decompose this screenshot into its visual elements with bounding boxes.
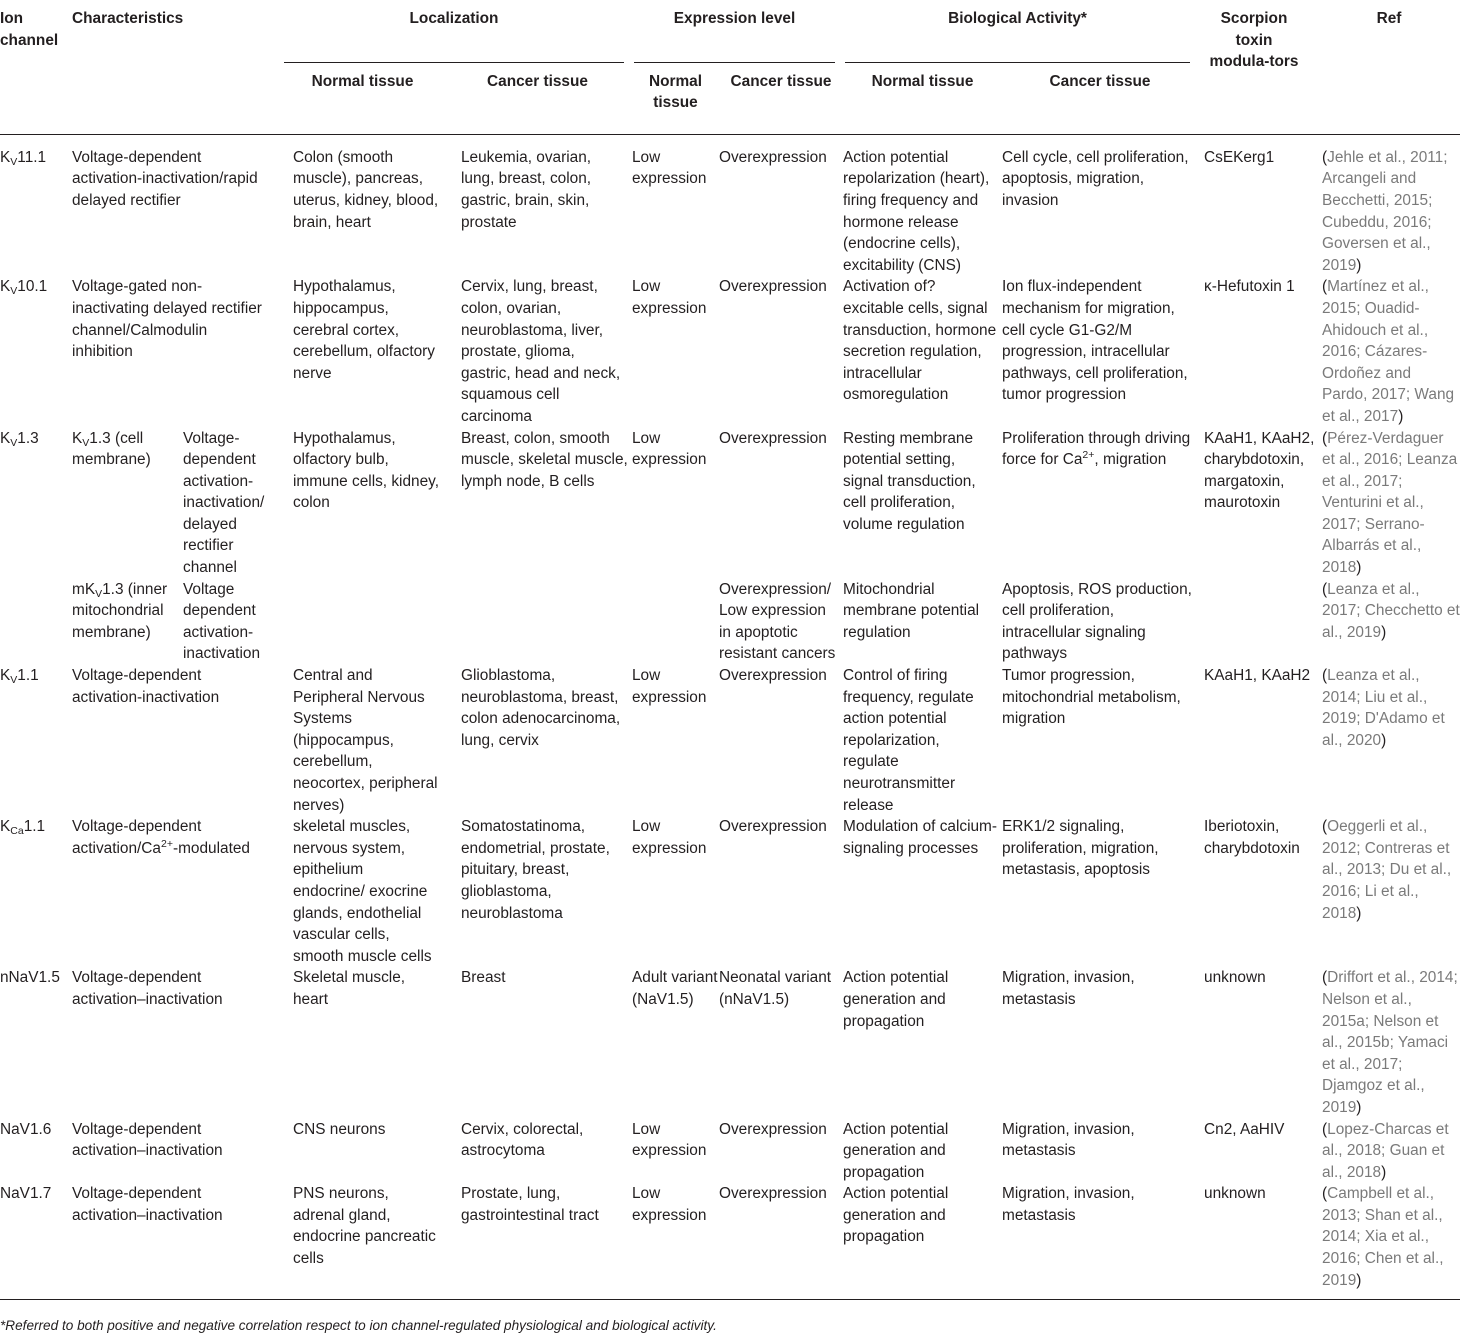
ion-channel-cell: NaV1.7	[0, 1183, 72, 1299]
ion-channel-cell: nNaV1.5	[0, 969, 60, 987]
expr-cancer-cell: Overexpression	[719, 818, 827, 836]
bio-normal-cell: Control of firing frequency, regulate action potential repolarization, regulate neurotransmitter release	[843, 667, 974, 814]
loc-normal-cell: Skeletal muscle, heart	[293, 969, 406, 1008]
expr-cancer-cell: Overexpression	[719, 1120, 827, 1138]
header-bio-normal: Normal tissue	[843, 63, 1002, 135]
table-row	[0, 816, 1460, 967]
loc-cancer-cell: Cervix, lung, breast, colon, ovarian, neuroblastoma, liver, prostate, glioma, gastric, head and neck, squamous cell carcinoma	[461, 278, 621, 425]
bio-cancer-cell: ERK1/2 signaling, proliferation, migration, metastasis, apoptosis	[1002, 818, 1159, 879]
ref-link[interactable]: Lopez-Charcas et al., 2018; Guan et al., 2018	[1322, 1120, 1449, 1181]
loc-normal-cell: Hypothalamus, olfactory bulb, immune cells, kidney, colon	[293, 429, 439, 512]
ref-cell: (Lopez-Charcas et al., 2018; Guan et al., 2018)	[1322, 1120, 1449, 1181]
header-localization	[282, 0, 632, 63]
bio-normal-cell: Action potential generation and propagation	[843, 1183, 1002, 1299]
loc-cancer-cell: Cervix, colorectal, astrocytoma	[461, 1120, 584, 1160]
header-expr-cancer: Cancer tissue	[719, 63, 843, 135]
expr-normal-cell: Low expression	[632, 1183, 719, 1299]
characteristics-cell: Voltage-dependent activation/$Ca^{2+}$-modulated	[72, 818, 250, 857]
ref-link[interactable]: Leanza et al., 2014; Liu et al., 2019; D'Adamo et al., 2020	[1322, 667, 1445, 749]
ref-cell: (Oeggerli et al., 2012; Contreras et al., 2013; Du et al., 2016; Li et al., 2018)	[1322, 818, 1452, 922]
bio-cancer-cell: Migration, invasion, metastasis	[1002, 1183, 1198, 1299]
expr-normal-cell: Low expression	[632, 429, 707, 469]
scorpion-toxin-cell	[1198, 579, 1318, 665]
bio-cancer-cell: Tumor progression, mitochondrial metabolism, migration	[1002, 667, 1181, 728]
ion-channel-cell: $K_{Ca}1.1$	[0, 818, 46, 838]
loc-cancer-cell: Leukemia, ovarian, lung, breast, colon, gastric, brain, skin, prostate	[461, 148, 592, 231]
loc-normal-cell: Colon (smooth muscle), pancreas, uterus, kidney, blood, brain, heart	[293, 148, 439, 231]
table-row	[0, 1119, 1460, 1184]
expr-cancer-cell: Overexpression	[719, 148, 827, 166]
ion-channel-cell: $K_V1.3$	[0, 429, 39, 449]
ref-link[interactable]: Driffort et al., 2014; Nelson et al., 2015a; Nelson et al., 2015b; Yamaci et al., 2017; Djamgoz et al., 2019	[1322, 969, 1458, 1116]
expr-cancer-cell: Neonatal variant (nNaV1.5)	[719, 969, 832, 1008]
bio-normal-cell: Modulation of calcium-signaling processes	[843, 818, 997, 857]
scorpion-toxin-cell: κ-Hefutoxin 1	[1204, 278, 1295, 296]
expr-normal-cell	[632, 579, 719, 665]
scorpion-toxin-cell: unknown	[1204, 969, 1266, 987]
loc-normal-cell: skeletal muscles, nervous system, epithelium endocrine/ exocrine glands, endothelial vascular cells, smooth muscle cells	[293, 818, 432, 965]
characteristics-variant-cell: $mK_V1.3$ (inner mitochondrial membrane)	[72, 580, 168, 641]
table-footnote: *Referred to both positive and negative correlation respect to ion channel-regulated physiological and biological activity.	[0, 1318, 717, 1333]
expr-cancer-cell: Overexpression/ Low expression in apoptotic resistant cancers	[719, 580, 836, 663]
expr-normal-cell: Adult variant (NaV1.5)	[632, 969, 718, 1008]
table-row	[0, 665, 1460, 816]
expr-cancer-cell: Overexpression	[719, 1183, 843, 1299]
ref-link[interactable]: Pérez-Verdaguer et al., 2016; Leanza et al., 2017; Venturini et al., 2017; Serrano-Albarrás et al., 2018	[1322, 429, 1458, 577]
characteristics-cell: Voltage-dependent activation–inactivation	[72, 1120, 223, 1160]
header-scorpion-toxin: Scorpion toxin modula-tors	[1198, 0, 1318, 134]
loc-cancer-cell: Prostate, lung, gastrointestinal tract	[443, 1183, 632, 1299]
characteristics-cell: Voltage-dependent activation-inactivation	[72, 667, 220, 706]
characteristics-cell: Voltage-gated non-inactivating delayed rectifier channel/Calmodulin inhibition	[72, 278, 262, 361]
bio-normal-cell: Action potential generation and propagation	[843, 969, 949, 1030]
characteristics-cell: Voltage-dependent activation-inactivation/rapid delayed rectifier	[72, 148, 258, 209]
bio-cancer-cell: Migration, invasion, metastasis	[1002, 1120, 1135, 1160]
ref-link[interactable]: Leanza et al., 2017; Checchetto et al., 2019	[1322, 580, 1460, 641]
header-expression-level	[632, 0, 843, 63]
bio-normal-cell: Action potential generation and propagation	[843, 1120, 949, 1181]
loc-normal-cell: Central and Peripheral Nervous Systems (hippocampus, cerebellum, neocortex, peripheral nerves)	[293, 667, 438, 814]
bio-cancer-cell: Cell cycle, cell proliferation, apoptosis, migration, invasion	[1002, 148, 1189, 209]
scorpion-toxin-cell: Cn2, AaHIV	[1204, 1120, 1285, 1138]
header-localization-label: Localization	[284, 8, 624, 63]
header-ref: Ref	[1318, 0, 1460, 134]
loc-normal-cell: CNS neurons	[293, 1120, 386, 1138]
header-characteristics: Characteristics	[72, 0, 282, 134]
header-bio-cancer: Cancer tissue	[1002, 63, 1198, 135]
ref-cell: (Driffort et al., 2014; Nelson et al., 2015a; Nelson et al., 2015b; Yamaci et al., 2017; Djamgoz et al., 2019)	[1322, 969, 1458, 1116]
expr-normal-cell: Low expression	[632, 278, 707, 317]
loc-cancer-cell: Breast, colon, smooth muscle, skeletal muscle, lymph node, B cells	[461, 429, 628, 490]
characteristics-cell: Voltage dependent activation-inactivation	[183, 580, 260, 663]
header-expr-normal: Normal tissue	[632, 63, 719, 135]
loc-cancer-cell: Breast	[461, 969, 506, 987]
header-expression-label: Expression level	[634, 8, 835, 63]
bio-cancer-cell: Ion flux-independent mechanism for migration, cell cycle G1-G2/M progression, intracellular pathways, cell proliferation, tumor progression	[1002, 278, 1188, 404]
table-row	[0, 1183, 1460, 1299]
table-row	[0, 967, 1460, 1118]
loc-normal-cell: Hypothalamus, hippocampus, cerebral cortex, cerebellum, olfactory nerve	[293, 278, 435, 382]
ion-channel-cell: $K_V10.1$	[0, 278, 48, 298]
characteristics-cell: Voltage-dependent activation–inactivation	[72, 1183, 282, 1299]
expr-cancer-cell: Overexpression	[719, 667, 827, 685]
table-row	[0, 276, 1460, 427]
bio-normal-cell: Resting membrane potential setting, signal transduction, cell proliferation, volume regulation	[843, 429, 976, 533]
scorpion-toxin-cell: CsEKerg1	[1204, 148, 1275, 166]
scorpion-toxin-cell: KAaH1, KAaH2, charybdotoxin, margatoxin, maurotoxin	[1204, 429, 1315, 512]
expr-normal-cell: Low expression	[632, 818, 707, 857]
characteristics-cell: Voltage-dependent activation-inactivation/ delayed rectifier channel	[183, 429, 265, 577]
ref-link[interactable]: Jehle et al., 2011; Arcangeli and Becchetti, 2015; Cubeddu, 2016; Goversen et al., 2019	[1322, 148, 1448, 274]
ref-cell: (Campbell et al., 2013; Shan et al., 2014; Xia et al., 2016; Chen et al., 2019)	[1318, 1183, 1460, 1299]
ref-cell: (Leanza et al., 2017; Checchetto et al., 2019)	[1322, 580, 1460, 641]
characteristics-cell: Voltage-dependent activation–inactivation	[72, 969, 223, 1008]
scorpion-toxin-cell: unknown	[1198, 1183, 1318, 1299]
expr-normal-cell: Low expression	[632, 148, 707, 188]
loc-normal-cell	[282, 579, 443, 665]
ion-channel-cell: NaV1.6	[0, 1120, 52, 1138]
bio-cancer-cell: Apoptosis, ROS production, cell proliferation, intracellular signaling pathways	[1002, 580, 1192, 663]
expr-cancer-cell: Overexpression	[719, 429, 827, 447]
ref-cell: (Leanza et al., 2014; Liu et al., 2019; D'Adamo et al., 2020)	[1322, 667, 1445, 749]
header-biological-activity	[843, 0, 1198, 63]
header-ion-channel: Ion channel	[0, 0, 72, 134]
loc-cancer-cell: Somatostatinoma, endometrial, prostate, pituitary, breast, glioblastoma, neuroblastoma	[461, 818, 610, 922]
bio-cancer-cell: Proliferation through driving force for $Ca^{2+}$, migration	[1002, 429, 1191, 469]
table-row	[0, 579, 1460, 665]
ref-cell: (Martínez et al., 2015; Ouadid-Ahidouch et al., 2016; Cázares-Ordoñez and Pardo, 2017; Wang et al., 2017)	[1322, 278, 1455, 425]
ion-channel-cell: $K_V1.1$	[0, 667, 39, 687]
loc-normal-cell: PNS neurons, adrenal gland, endocrine pancreatic cells	[282, 1183, 443, 1299]
table-row	[0, 428, 1460, 579]
ion-channel-cell: $K_V11.1$	[0, 148, 47, 168]
expr-normal-cell: Low expression	[632, 667, 707, 706]
expr-normal-cell: Low expression	[632, 1120, 707, 1160]
ref-cell: (Jehle et al., 2011; Arcangeli and Becchetti, 2015; Cubeddu, 2016; Goversen et al., 2019)	[1322, 148, 1448, 274]
characteristics-variant-cell: $K_V1.3$ (cell membrane)	[72, 429, 151, 469]
bio-normal-cell: Activation of? excitable cells, signal transduction, hormone secretion regulation, intracellular osmoregulation	[843, 278, 997, 404]
bio-normal-cell: Mitochondrial membrane potential regulation	[843, 580, 980, 641]
ref-link[interactable]: Martínez et al., 2015; Ouadid-Ahidouch et al., 2016; Cázares-Ordoñez and Pardo, 2017; Wang et al., 2017	[1322, 278, 1455, 425]
loc-cancer-cell	[443, 579, 632, 665]
table-row	[0, 134, 1460, 276]
ref-link[interactable]: Campbell et al., 2013; Shan et al., 2014; Xia et al., 2016; Chen et al., 2019	[1322, 1185, 1444, 1289]
scorpion-toxin-cell: Iberiotoxin, charybdotoxin	[1204, 818, 1300, 857]
header-biological-label: Biological Activity*	[845, 8, 1190, 63]
bio-cancer-cell: Migration, invasion, metastasis	[1002, 969, 1135, 1008]
header-loc-normal: Normal tissue	[282, 63, 443, 135]
bio-normal-cell: Action potential repolarization (heart), firing frequency and hormone release (endocrine cells), excitability (CNS)	[843, 148, 990, 274]
scorpion-toxin-cell: KAaH1, KAaH2	[1204, 667, 1311, 685]
ref-link[interactable]: Oeggerli et al., 2012; Contreras et al., 2013; Du et al., 2016; Li et al., 2018	[1322, 818, 1452, 922]
expr-cancer-cell: Overexpression	[719, 278, 827, 296]
loc-cancer-cell: Glioblastoma, neuroblastoma, breast, colon adenocarcinoma, lung, cervix	[461, 667, 621, 749]
ref-cell: (Pérez-Verdaguer et al., 2016; Leanza et al., 2017; Venturini et al., 2017; Serrano-Albarrás et al., 2018)	[1322, 429, 1458, 577]
header-loc-cancer: Cancer tissue	[443, 63, 632, 135]
